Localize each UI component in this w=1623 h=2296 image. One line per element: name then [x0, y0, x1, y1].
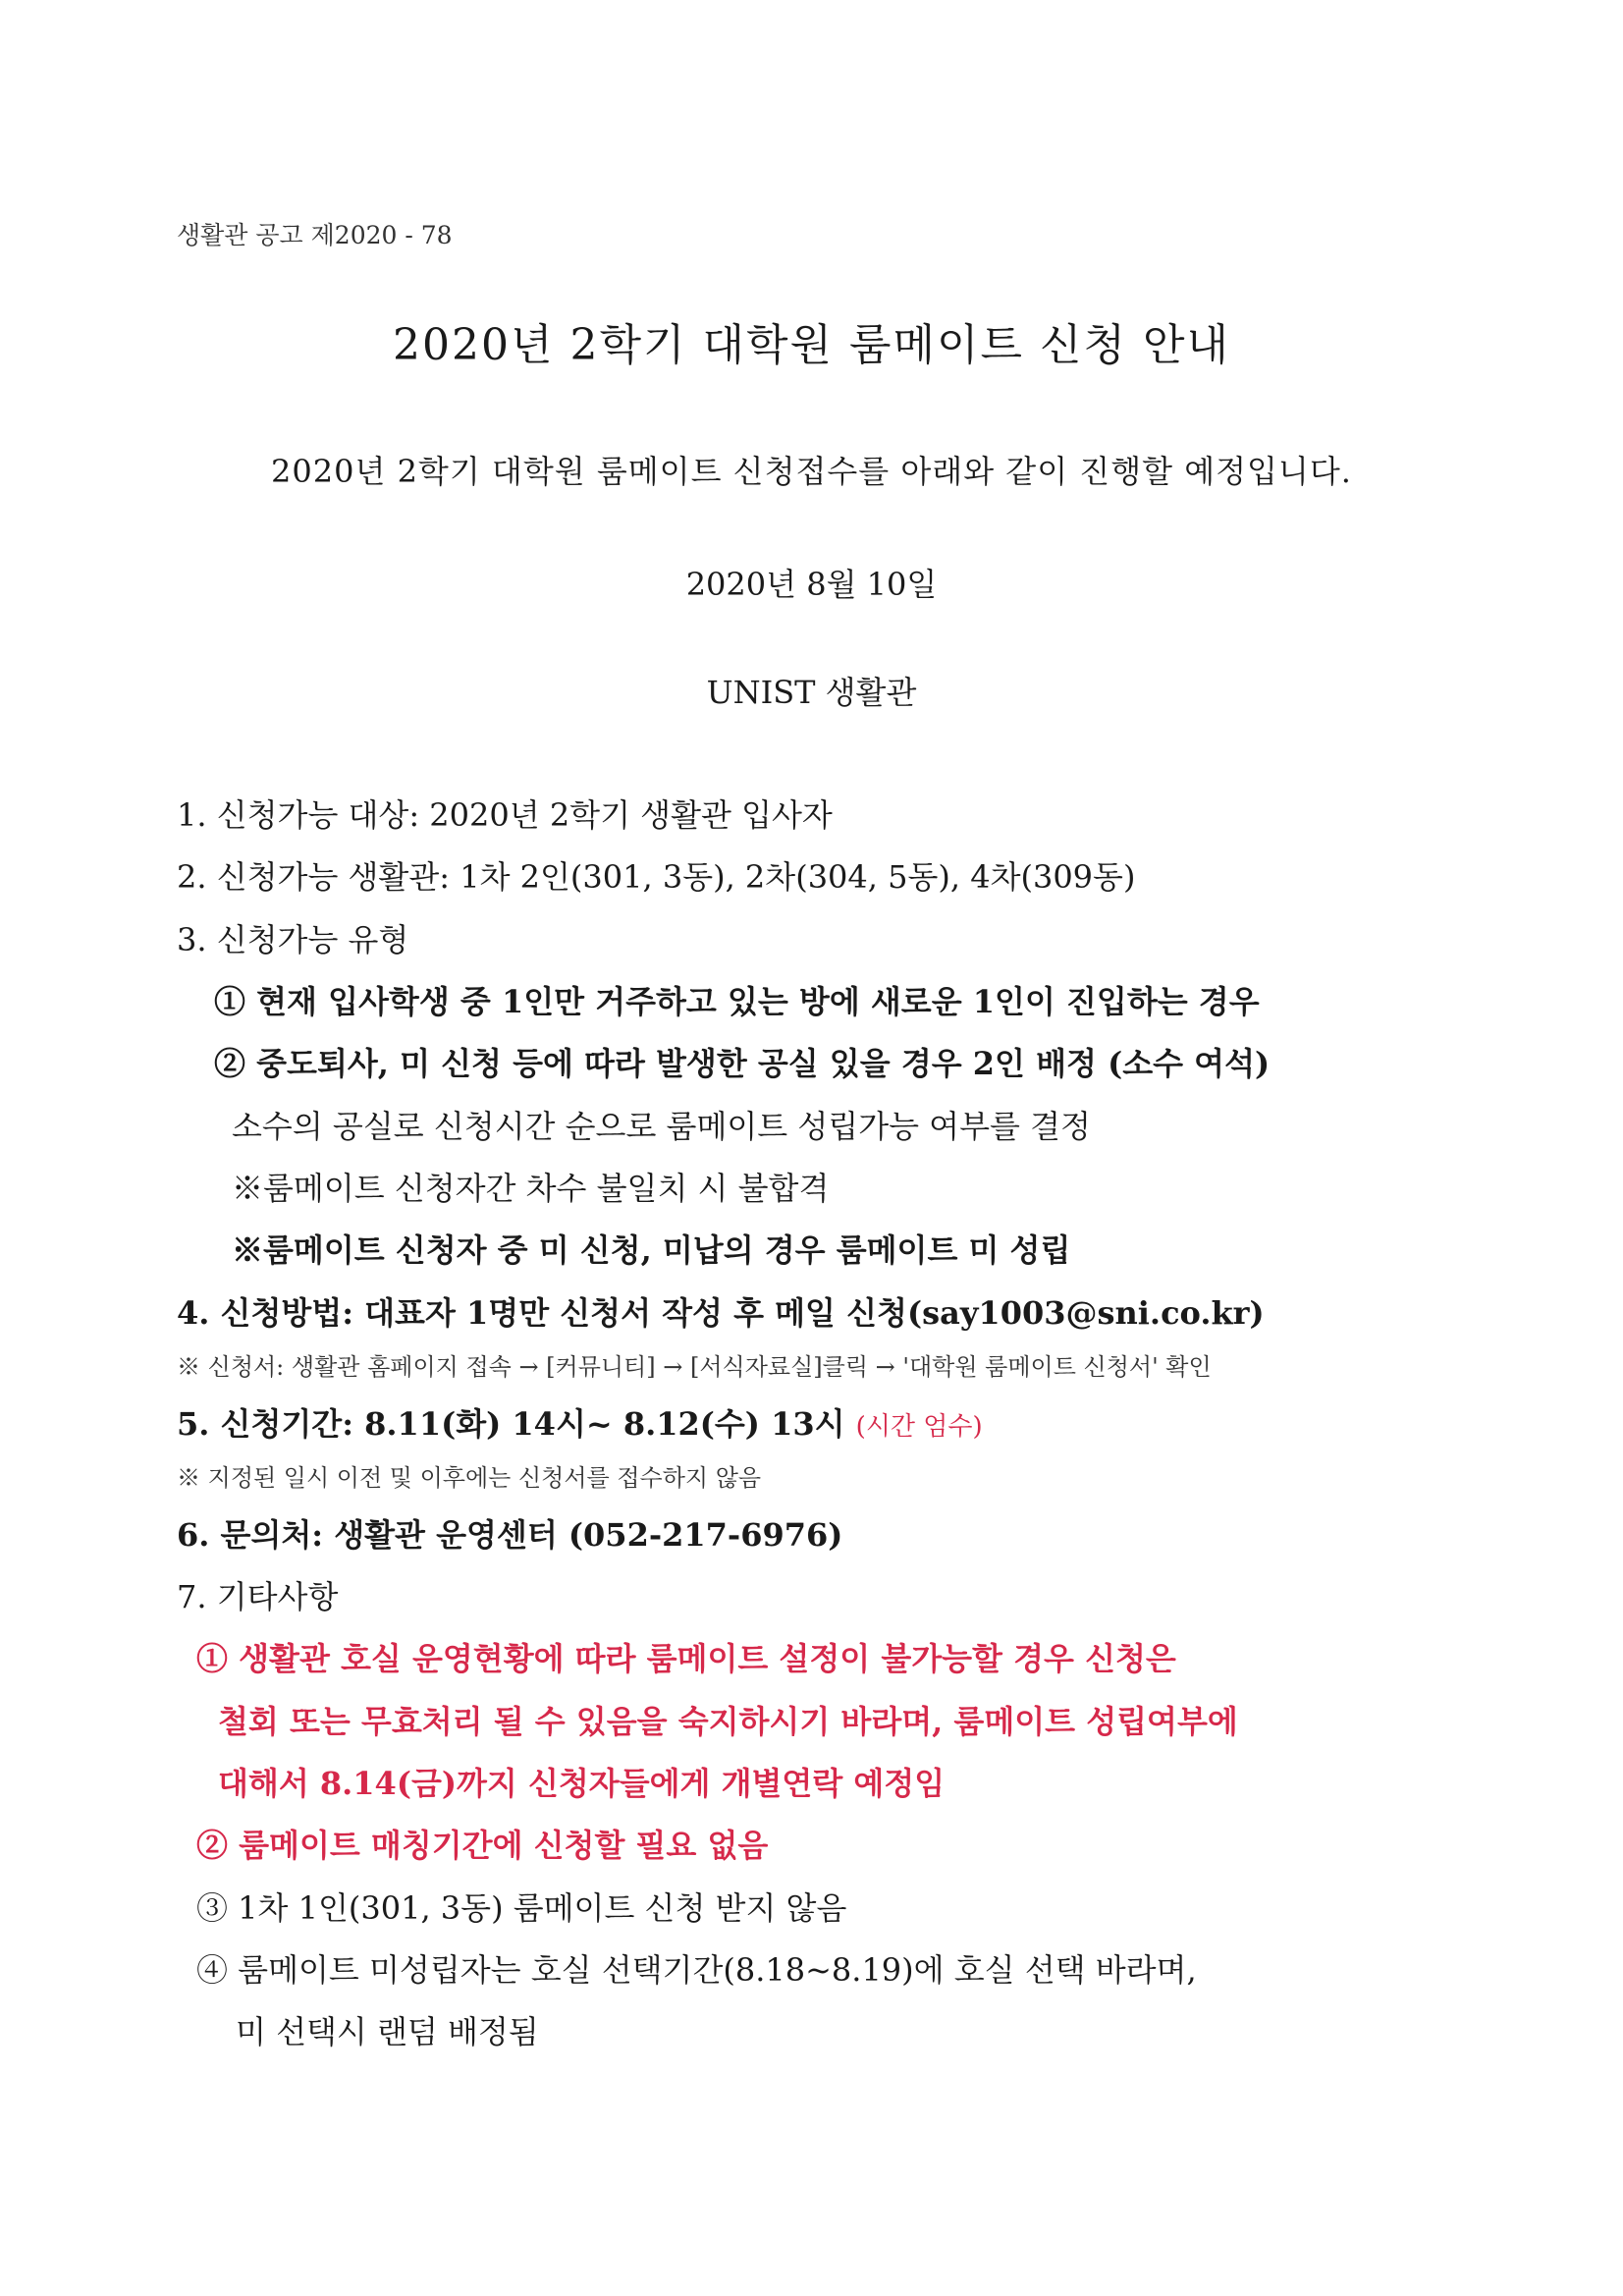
item-3-note-1: 소수의 공실로 신청시간 순으로 룸메이트 성립가능 여부를 결정: [232, 1108, 1091, 1145]
item-7-note-2: ② 룸메이트 매칭기간에 신청할 필요 없음: [196, 1827, 769, 1864]
lead-text: 2020년 2학기 대학원 룸메이트 신청접수를 아래와 같이 진행할 예정입니다.: [271, 453, 1352, 490]
item-5-note: ※ 지정된 일시 이전 및 이후에는 신청서를 접수하지 않음: [177, 1464, 762, 1492]
page-title: 2020년 2학기 대학원 룸메이트 신청 안내: [393, 320, 1230, 370]
item-7-other: 7. 기타사항: [177, 1578, 339, 1615]
item-4-method: 4. 신청방법: 대표자 1명만 신청서 작성 후 메일 신청(say1003@sni.co.kr): [177, 1294, 1265, 1332]
item-5-period: [177, 1399, 983, 1445]
item-5-period-text: 5. 신청기간: 8.11(화) 14시~ 8.12(수) 13시: [177, 1405, 845, 1443]
item-7-note-4b: 미 선택시 랜덤 배정됨: [236, 2013, 539, 2050]
item-3-types: 3. 신청가능 유형: [177, 921, 409, 958]
item-3-note-3: ※룸메이트 신청자 중 미 신청, 미납의 경우 룸메이트 미 성립: [232, 1231, 1071, 1269]
item-7-note-1c: 대해서 8.14(금)까지 신청자들에게 개별연락 예정임: [218, 1765, 946, 1802]
item-7-note-1a: ① 생활관 호실 운영현황에 따라 룸메이트 설정이 불가능할 경우 신청은: [196, 1640, 1176, 1677]
notice-date: 2020년 8월 10일: [685, 566, 938, 603]
notice-number: 생활관 공고 제2020 - 78: [177, 221, 453, 249]
item-1-target: 1. 신청가능 대상: 2020년 2학기 생활관 입사자: [177, 796, 833, 834]
item-6-contact: 6. 문의처: 생활관 운영센터 (052-217-6976): [177, 1516, 843, 1554]
item-7-note-4a: ④ 룸메이트 미성립자는 호실 선택기간(8.18~8.19)에 호실 선택 바라며,: [196, 1951, 1197, 1989]
item-3-note-2: ※룸메이트 신청자간 차수 불일치 시 불합격: [232, 1170, 830, 1207]
item-7-note-3: ③ 1차 1인(301, 3동) 룸메이트 신청 받지 않음: [196, 1889, 847, 1927]
item-5-strict-note: (시간 엄수): [855, 1412, 983, 1442]
issuer: UNIST 생활관: [706, 674, 917, 711]
item-7-note-1b: 철회 또는 무효처리 될 수 있음을 숙지하시기 바라며, 룸메이트 성립여부에: [218, 1703, 1238, 1740]
item-2-dorms: 2. 신청가능 생활관: 1차 2인(301, 3동), 2차(304, 5동), 4차(309동): [177, 858, 1136, 896]
item-3-type-2: ② 중도퇴사, 미 신청 등에 따라 발생한 공실 있을 경우 2인 배정 (소수 여석): [214, 1045, 1271, 1082]
item-3-type-1: ① 현재 입사학생 중 1인만 거주하고 있는 방에 새로운 1인이 진입하는 경우: [214, 983, 1260, 1020]
item-4-note: ※ 신청서: 생활관 홈페이지 접속 → [커뮤니티] → [서식자료실]클릭 → '대학원 룸메이트 신청서' 확인: [177, 1353, 1212, 1381]
